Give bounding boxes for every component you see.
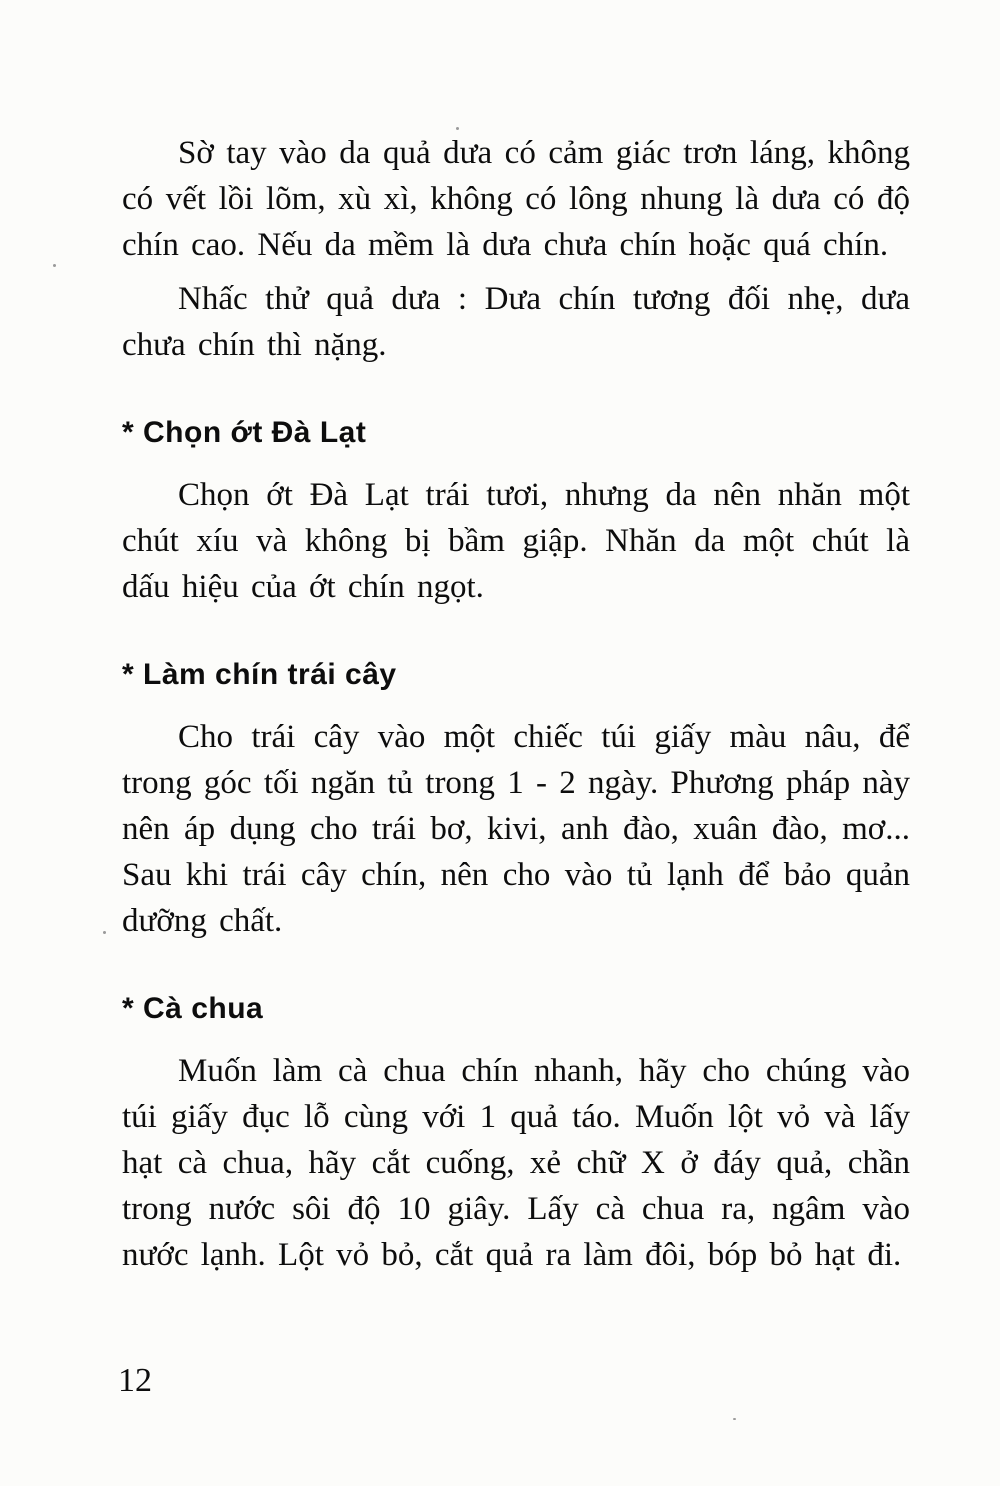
scan-speck [53,264,56,267]
heading-chon-ot-da-lat: * Chọn ớt Đà Lạt [122,416,367,449]
scan-speck [456,127,459,130]
paragraph-lam-chin-trai-cay: Cho trái cây vào một chiếc túi giấy màu nâu, để trong góc tối ngăn tủ trong 1 - 2 ngày. Phương pháp này nên áp dụng cho trái bơ, kivi, anh đào, xuân đào, mơ... Sau khi trái cây chín, nên cho vào tủ lạnh để bảo quản dưỡng chất. [122,719,910,939]
paragraph-melon-skin-touch: Sờ tay vào da quả dưa có cảm giác trơn láng, không có vết lồi lõm, xù xì, không có lông nhung là dưa có độ chín cao. Nếu da mềm là dưa chưa chín hoặc quá chín. [122,135,910,263]
scan-speck [103,931,106,934]
heading-lam-chin-trai-cay: * Làm chín trái cây [122,658,397,691]
heading-ca-chua: * Cà chua [122,992,264,1025]
page-number: 12 [118,1362,152,1399]
page-content [122,130,910,1278]
paragraph-ot-da-lat: Chọn ớt Đà Lạt trái tươi, nhưng da nên nhăn một chút xíu và không bị bầm giập. Nhăn da một chút là dấu hiệu của ớt chín ngọt. [122,477,910,605]
scan-speck [733,1418,736,1420]
paragraph-ca-chua: Muốn làm cà chua chín nhanh, hãy cho chúng vào túi giấy đục lỗ cùng với 1 quả táo. Muốn lột vỏ và lấy hạt cà chua, hãy cắt cuống, xẻ chữ X ở đáy quả, chần trong nước sôi độ 10 giây. Lấy cà chua ra, ngâm vào nước lạnh. Lột vỏ bỏ, cắt quả ra làm đôi, bóp bỏ hạt đi. [122,1053,910,1273]
paragraph-melon-lift-test: Nhấc thử quả dưa : Dưa chín tương đối nhẹ, dưa chưa chín thì nặng. [122,281,910,363]
